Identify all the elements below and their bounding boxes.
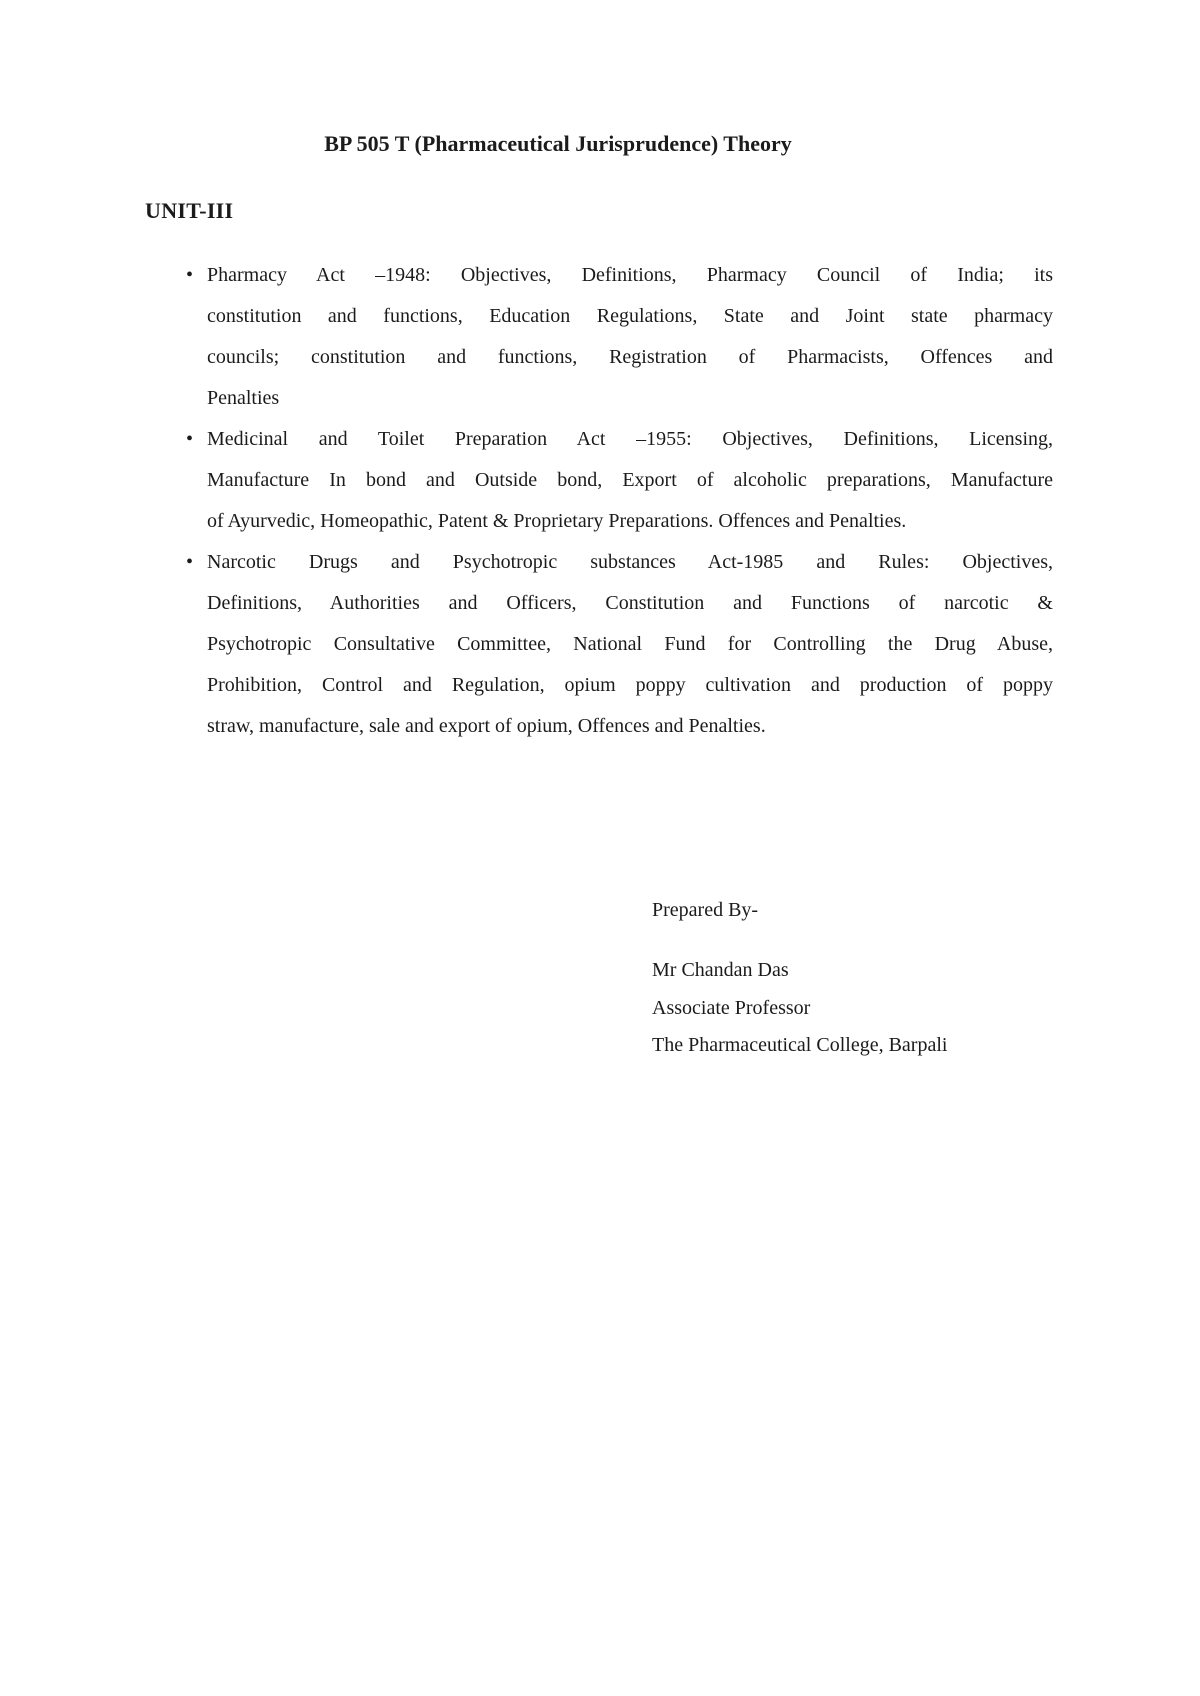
list-item <box>185 255 1053 419</box>
author-institution: The Pharmaceutical College, Barpali <box>652 1034 948 1056</box>
bullet-text-line: Psychotropic Consultative Committee, National Fund for Controlling the Drug Abuse, <box>207 633 1053 655</box>
bullet-text-line: straw, manufacture, sale and export of opium, Offences and Penalties. <box>207 715 766 737</box>
bullet-icon: • <box>186 428 194 450</box>
bullet-text-line: of Ayurvedic, Homeopathic, Patent & Proprietary Preparations. Offences and Penalties. <box>207 510 907 532</box>
bullet-text-line: Manufacture In bond and Outside bond, Export of alcoholic preparations, Manufacture <box>207 469 1053 491</box>
bullet-text-line: Medicinal and Toilet Preparation Act –1955: Objectives, Definitions, Licensing, <box>207 428 1053 450</box>
bullet-text-line: Narcotic Drugs and Psychotropic substances Act-1985 and Rules: Objectives, <box>207 551 1053 573</box>
bullet-icon: • <box>186 264 194 286</box>
bullet-text-line: Pharmacy Act –1948: Objectives, Definitions, Pharmacy Council of India; its <box>207 264 1053 286</box>
prepared-by-label: Prepared By- <box>652 899 759 921</box>
bullet-text-line: constitution and functions, Education Regulations, State and Joint state pharmacy <box>207 305 1053 327</box>
bullet-text-line: councils; constitution and functions, Registration of Pharmacists, Offences and <box>207 346 1053 368</box>
bullet-text-line: Definitions, Authorities and Officers, Constitution and Functions of narcotic & <box>207 592 1053 614</box>
list-item <box>185 419 1053 542</box>
bullet-icon: • <box>186 551 194 573</box>
unit-heading: UNIT-III <box>145 198 234 223</box>
author-name: Mr Chandan Das <box>652 959 789 981</box>
bullet-text-line: Prohibition, Control and Regulation, opium poppy cultivation and production of poppy <box>207 674 1053 696</box>
list-item <box>185 542 1053 747</box>
bullet-text-line: Penalties <box>207 387 280 409</box>
syllabus-bullet-list <box>185 255 1053 747</box>
author-designation: Associate Professor <box>652 997 811 1019</box>
page-title: BP 505 T (Pharmaceutical Jurisprudence) Theory <box>324 131 792 156</box>
